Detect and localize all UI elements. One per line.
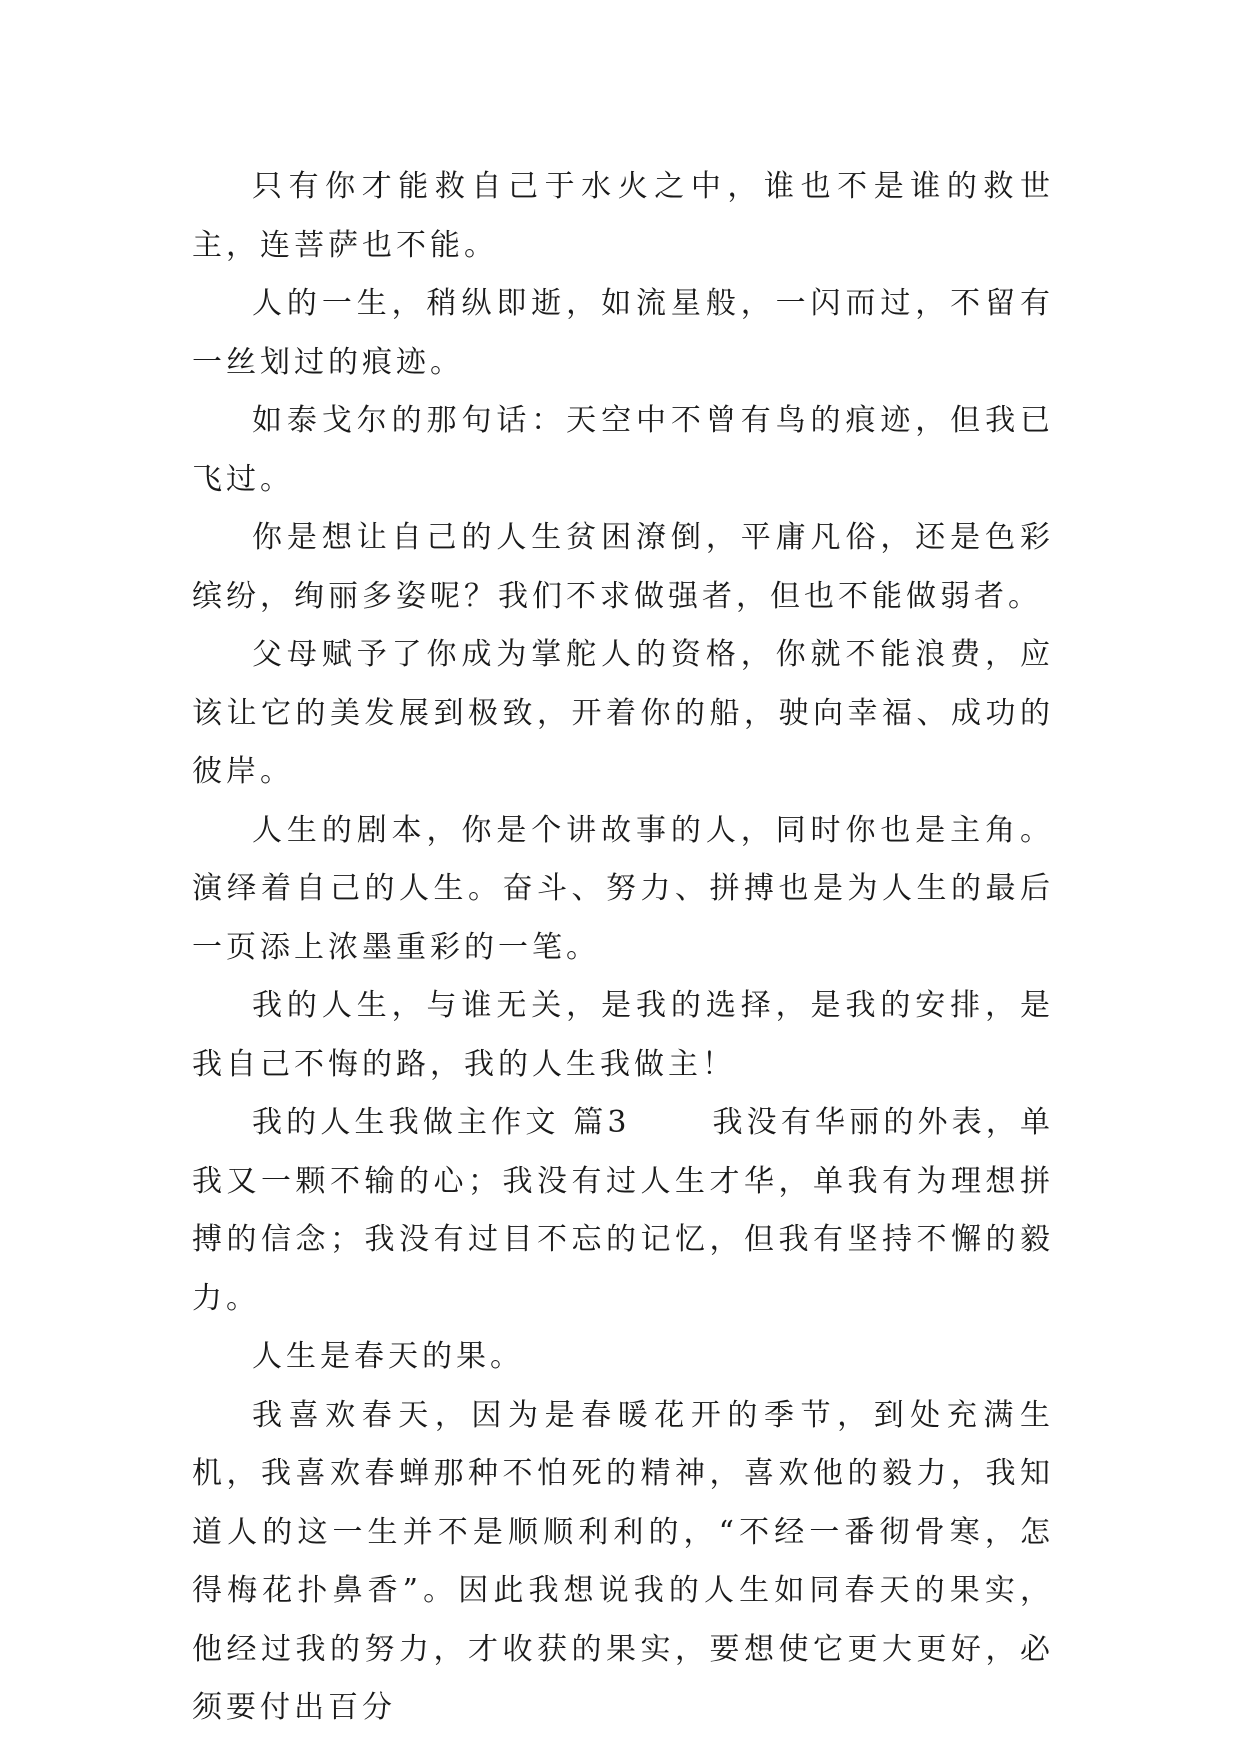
paragraph-10: 我喜欢春天，因为是春暖花开的季节，到处充满生机，我喜欢春蝉那种不怕死的精神，喜欢他的毅力，我知道人的这一生并不是顺顺利利的，“不经一番彻骨寒，怎得梅花扑鼻香”。因此我想说我的人生如同春天的果实，他经过我的努力，才收获的果实，要想使它更大更好，必须要付出百分 (192, 1397, 1054, 1725)
paragraph-1: 只有你才能救自己于水火之中，谁也不是谁的救世主，连菩萨也不能。 (192, 169, 1054, 263)
paragraph-2: 人的一生，稍纵即逝，如流星般，一闪而过，不留有一丝划过的痕迹。 (192, 286, 1054, 380)
paragraph-3: 如泰戈尔的那句话：天空中不曾有鸟的痕迹，但我已飞过。 (192, 403, 1054, 497)
document-body (192, 158, 1054, 1738)
paragraph-6: 人生的剧本，你是个讲故事的人，同时你也是主角。演绎着自己的人生。奋斗、努力、拼搏也是为人生的最后一页添上浓墨重彩的一笔。 (192, 812, 1054, 965)
paragraph-5: 父母赋予了你成为掌舵人的资格，你就不能浪费，应该让它的美发展到极致，开着你的船，驶向幸福、成功的彼岸。 (192, 637, 1054, 789)
paragraph-7: 我的人生，与谁无关，是我的选择，是我的安排，是我自己不悔的路，我的人生我做主！ (192, 988, 1054, 1082)
paragraph-9: 人生是春天的果。 (252, 1339, 524, 1374)
paragraph-8-section-heading: 我的人生我做主作文 篇3 我没有华丽的外表，单我又一颗不输的心；我没有过人生才华，单我有为理想拼搏的信念；我没有过目不忘的记忆，但我有坚持不懈的毅力。 (192, 1105, 1054, 1316)
paragraph-4: 你是想让自己的人生贫困潦倒，平庸凡俗，还是色彩缤纷，绚丽多姿呢？我们不求做强者，但也不能做弱者。 (192, 520, 1054, 614)
